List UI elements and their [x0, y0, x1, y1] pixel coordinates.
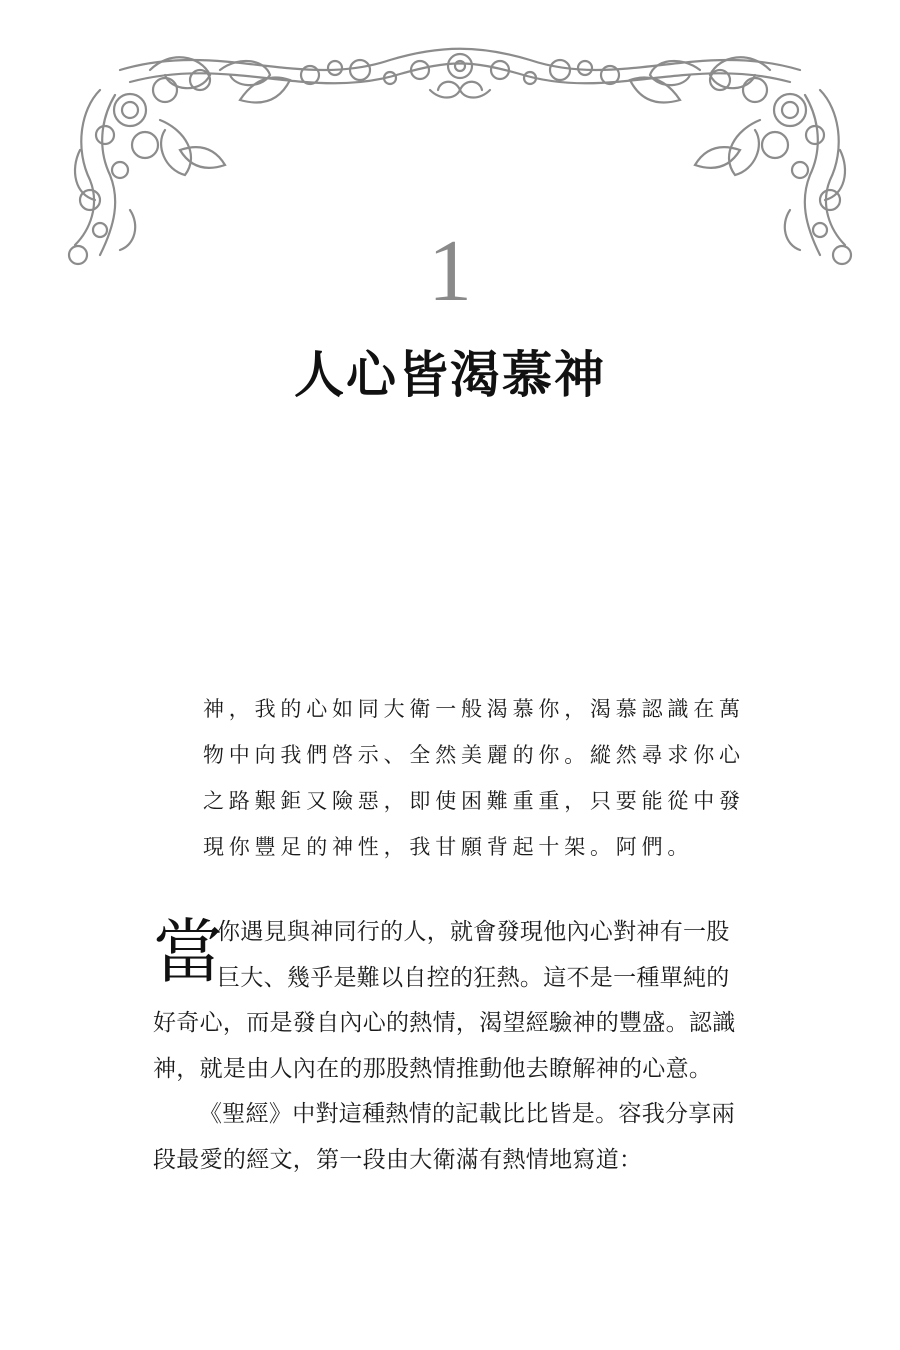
prayer-line: 物中向我們啓示、全然美麗的你。縱然尋求你心 [203, 743, 745, 767]
body-line: 你遇見與神同行的人，就會發現他內心對神有一股 [217, 919, 730, 945]
prayer-line: 之路艱鉅又險惡，即使困難重重，只要能從中發 [203, 789, 745, 813]
prayer-line: 神，我的心如同大衛一般渴慕你，渴慕認識在萬 [203, 697, 745, 721]
chapter-title: 人心皆渴慕神 [294, 346, 606, 404]
body-line: 《聖經》中對這種熱情的記載比比皆是。容我分享兩 [199, 1101, 735, 1127]
body-line: 段最愛的經文，第一段由大衛滿有熱情地寫道： [153, 1146, 643, 1173]
body-line: 好奇心，而是發自內心的熱情，渴望經驗神的豐盛。認識 [153, 1010, 736, 1036]
body-line: 神，就是由人內在的那股熱情推動他去瞭解神的心意。 [153, 1055, 713, 1082]
opening-prayer [203, 686, 745, 870]
drop-cap: 當 [153, 911, 223, 993]
body-text [153, 910, 773, 1183]
prayer-line: 現你豐足的神性，我甘願背起十架。阿們。 [203, 835, 694, 859]
chapter-number: 1 [428, 223, 472, 320]
body-line: 巨大、幾乎是難以自控的狂熱。這不是一種單純的 [217, 964, 730, 991]
